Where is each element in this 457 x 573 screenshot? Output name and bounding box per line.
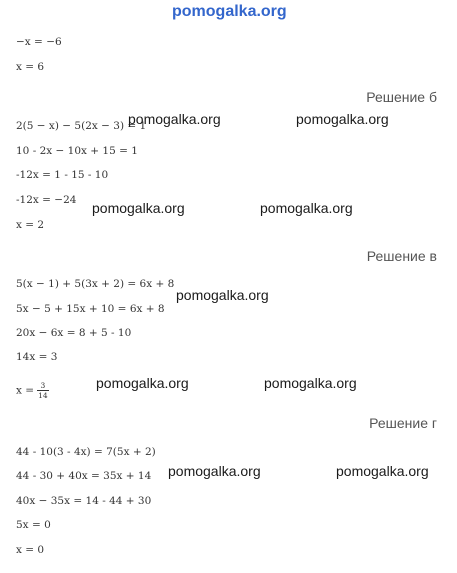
watermark: pomogalka.org [92,200,185,216]
watermark: pomogalka.org [96,375,189,391]
watermark: pomogalka.org [176,287,269,303]
equation-line: x = 0 [16,544,45,556]
watermark: pomogalka.org [296,111,389,127]
equation-line: −x = −6 [16,36,62,48]
equation-line: 40x − 35x = 14 - 44 + 30 [16,495,152,507]
section-heading-b: Решение б [366,89,437,105]
fraction [37,381,49,400]
equation-line: 44 - 30 + 40x = 35x + 14 [16,470,152,482]
equation-line: 2(5 − x) − 5(2x − 3) = 1 [16,120,147,132]
watermark-top: pomogalka.org [172,3,287,20]
equation-text: x = [16,384,35,397]
section-heading-v: Решение в [366,248,437,264]
equation-line-fraction [16,381,49,400]
section-heading-g: Решение г [369,415,437,431]
watermark: pomogalka.org [264,375,357,391]
equation-line: 20x − 6x = 8 + 5 - 10 [16,327,132,339]
equation-line: x = 2 [16,219,45,231]
watermark: pomogalka.org [128,111,221,127]
watermark: pomogalka.org [260,200,353,216]
watermark: pomogalka.org [336,463,429,479]
equation-line: 5x = 0 [16,519,51,531]
equation-line: 14x = 3 [16,351,58,363]
equation-line: -12x = 1 - 15 - 10 [16,169,109,181]
fraction-denominator: 14 [38,391,48,400]
equation-line: 5x − 5 + 15x + 10 = 6x + 8 [16,303,165,315]
equation-line: 44 - 10(3 - 4x) = 7(5x + 2) [16,446,156,458]
equation-line: x = 6 [16,61,45,73]
watermark: pomogalka.org [168,463,261,479]
fraction-numerator: 3 [37,381,49,391]
equation-line: 5(x − 1) + 5(3x + 2) = 6x + 8 [16,278,175,290]
equation-line: -12x = −24 [16,194,77,206]
equation-line: 10 - 2x − 10x + 15 = 1 [16,145,138,157]
